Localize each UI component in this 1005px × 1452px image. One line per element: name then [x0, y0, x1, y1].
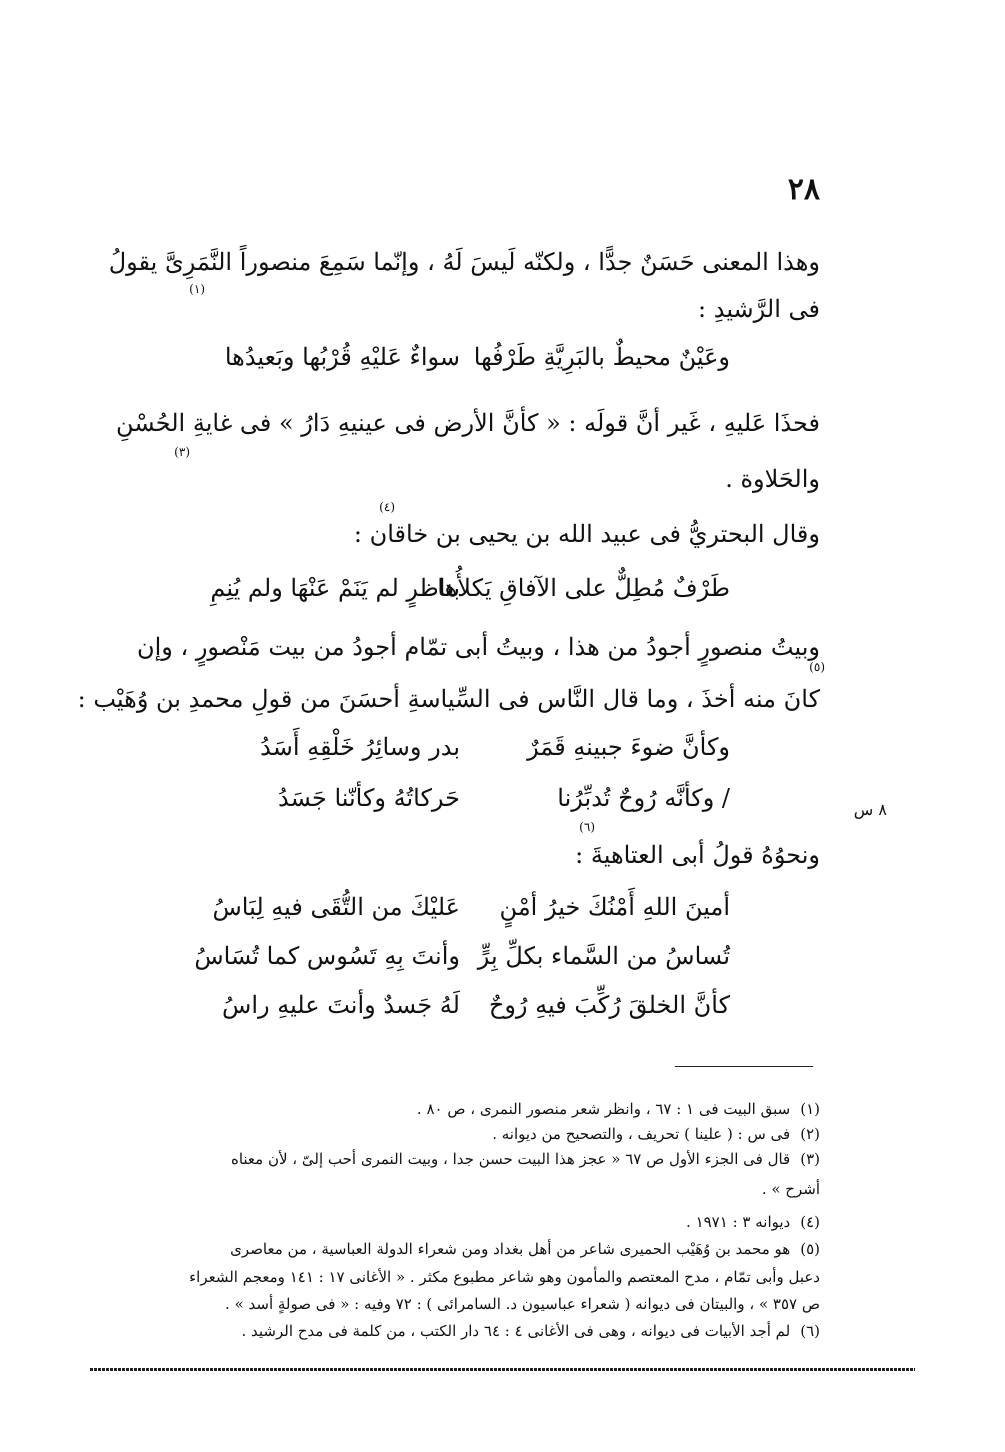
footnote-text: فى س : ( علينا ) تحريف ، والتصحيح من ديوانه . [492, 1125, 791, 1143]
verse-hemistich-second: بناظرٍ لم يَنَمْ عَنْهَا ولم يُنِمِ [210, 574, 460, 602]
body-text-line: كانَ منه أخذَ ، وما قال النَّاس فى السِّياسةِ أحسَنَ من قولِ محمدِ بن وُهَيْب : [77, 685, 820, 713]
footnote-number: (٥) [800, 1240, 820, 1258]
footnote-ref: (٦) [579, 820, 595, 834]
body-text-line: فحذَا عَليهِ ، غَير أنَّ قولَه : « كأنَّ الأرض فى عينيهِ دَارُ » فى غايةِ الحُسْنِ [116, 409, 820, 437]
footnote [120, 1210, 820, 1234]
verse-hemistich-second: وأنتَ بِهِ تَسُوس كما تُسَاسُ [194, 942, 460, 970]
footnote [120, 1237, 820, 1261]
footnote-separator [675, 1066, 813, 1067]
footnote [120, 1147, 820, 1171]
footnote-continuation [120, 1265, 820, 1289]
body-text-line: وبيتُ منصورٍ أجودُ من هذا ، وبيتُ أبى تمّام أجودُ من بيت مَنْصورٍ ، وإن [136, 633, 820, 661]
footnote-ref: (٤) [379, 500, 395, 514]
footnote-number: (٤) [800, 1213, 820, 1231]
verse-hemistich-first: / وكأنَّه رُوحٌ تُدبِّرُنا [557, 784, 730, 812]
footnote-text: هو محمد بن وُهَيْب الحميرى شاعر من أهل بغداد ومن شعراء الدولة العباسية ، من معاصرى [230, 1240, 791, 1258]
verse-hemistich-first: وعَيْنٌ محيطٌ بالبَرِيَّةِ طَرْفُها [473, 343, 730, 371]
page-bottom-rule [90, 1368, 915, 1371]
verse-hemistich-first: كأنَّ الخلقَ رُكِّبَ فيهِ رُوحٌ [488, 991, 730, 1019]
verse-hemistich-second: سواءٌ عَليْهِ قُرْبُها وبَعيدُها [224, 343, 460, 371]
footnote-text: دعبل وأبى تمّام ، مدح المعتصم والمأمون وهو شاعر مطبوع مكثر . « الأغانى ١٧ : ١٤١ ومعجم الشعراء [189, 1268, 820, 1286]
verse-hemistich-second: عَليْكَ من التُّقَى فيهِ لِبَاسُ [212, 893, 460, 921]
footnote-continuation [120, 1292, 820, 1316]
verse-hemistich-second: حَركاتُهُ وكأنّنا جَسَدُ [277, 784, 460, 812]
verse-hemistich-first: تُساسُ من السَّماء بكلِّ بِرٍّ [477, 942, 730, 970]
footnote-ref: (٣) [174, 445, 190, 459]
footnote-text: أشرح » . [761, 1180, 820, 1198]
verse-hemistich-first: وكأنَّ ضوءَ جبينهِ قَمَرٌ [527, 733, 730, 761]
footnote [120, 1097, 820, 1121]
margin-mark: ٨ س [853, 800, 887, 819]
verse-hemistich-first: طَرْفٌ مُطِلٌّ على الآفاقِ يَكلأُها [437, 574, 730, 602]
footnote-text: قال فى الجزء الأول ص ٦٧ « عجز هذا البيت حسن جدا ، وبيت النمرى أحب إلىّ ، لأن معناه [230, 1150, 791, 1168]
body-text-line [120, 292, 820, 326]
footnote-text: ص ٣٥٧ » ، والبيتان فى ديوانه ( شعراء عباسيون د. السامرائى ) : ٧٢ وفيه : « فى صولةٍ أسد » . [225, 1295, 820, 1313]
footnote-text: سبق البيت فى ١ : ٦٧ ، وانظر شعر منصور النمرى ، ص ٨٠ . [416, 1100, 791, 1118]
page-number: ٢٨ [787, 172, 820, 207]
footnote-continuation [120, 1177, 820, 1201]
verse-hemistich-second: لَهُ جَسدٌ وأنتَ عليهِ راسُ [222, 991, 460, 1019]
verse-hemistich-first: أمينَ اللهِ أَمْنُكَ خيرُ أمْنٍ [499, 893, 730, 921]
footnote-text: ديوانه ٣ : ١٩٧١ . [686, 1213, 791, 1231]
footnote-ref: (١) [189, 282, 205, 296]
footnote [120, 1122, 820, 1146]
body-text-line: ونحوُهُ قولُ أبى العتاهيةَ : [575, 841, 820, 869]
footnote-text: لم أجد الأبيات فى ديوانه ، وهى فى الأغانى ٤ : ٦٤ دار الكتب ، من كلمة فى مدح الرشيد . [241, 1322, 791, 1340]
body-text-line: والحَلاوة . [725, 465, 820, 493]
body-text-fragment: فى الرَّشيدِ : [698, 295, 820, 323]
body-text-line: وقال البحتريُّ فى عبيد الله بن يحيى بن خاقان : [353, 520, 820, 548]
footnote [120, 1319, 820, 1343]
body-text-line: وهذا المعنى حَسَنٌ جدًّا ، ولكنّه لَيسَ لَهُ ، وإنّما سَمِعَ منصوراً النَّمَرِىَّ يقولُ [108, 248, 820, 276]
footnote-number: (٢) [800, 1125, 820, 1143]
footnote-number: (٦) [800, 1322, 820, 1340]
verse-hemistich-second: بدر وسائِرُ خَلْقِهِ أَسَدُ [260, 733, 460, 761]
footnote-ref: (٥) [809, 660, 825, 674]
footnote-number: (١) [800, 1100, 820, 1118]
footnote-number: (٣) [800, 1150, 820, 1168]
